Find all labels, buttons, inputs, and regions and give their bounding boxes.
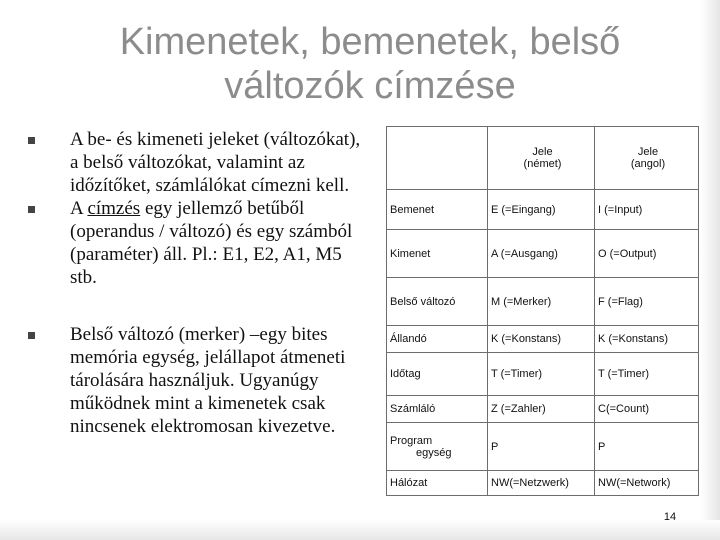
row-name-cell: Kimenet — [387, 230, 488, 278]
square-bullet-icon — [28, 137, 35, 144]
header-english-line1: Jele — [637, 146, 659, 158]
table-row — [387, 326, 699, 353]
header-cell-english — [595, 127, 699, 190]
bullet-list — [26, 128, 366, 438]
header-german-line2: (német) — [523, 158, 562, 170]
table-header-row — [387, 127, 699, 190]
row-english-cell: F (=Flag) — [595, 278, 699, 326]
row-name-cell: Bemenet — [387, 190, 488, 230]
slide-title — [40, 20, 700, 108]
signal-designation-table — [386, 126, 699, 496]
row-german-cell: P — [488, 423, 595, 471]
row-english-cell: T (=Timer) — [595, 353, 699, 396]
bullet-text-before: A — [70, 198, 88, 219]
row-name-cell: Belső változó — [387, 278, 488, 326]
row-german-cell: K (=Konstans) — [488, 326, 595, 353]
row-german-cell: Z (=Zahler) — [488, 396, 595, 423]
row-english-cell: K (=Konstans) — [595, 326, 699, 353]
row-german-cell: E (=Eingang) — [488, 190, 595, 230]
table-row — [387, 190, 699, 230]
table-row — [387, 230, 699, 278]
row-english-cell: P — [595, 423, 699, 471]
row-name-cell: Állandó — [387, 326, 488, 353]
bullet-item-addressing-required — [26, 128, 366, 197]
row-name-cell — [387, 423, 488, 471]
bullet-text: Belső változó (merker) –egy bites memória egység, jelállapot átmeneti tárolására használjuk. Ugyanúgy működnek mint a kimenetek csak nincsenek elektromosan kivezetve. — [70, 324, 346, 437]
bullet-item-addressing-format — [26, 197, 366, 289]
row-english-cell: O (=Output) — [595, 230, 699, 278]
row-name-line1: Program — [390, 434, 433, 447]
slide-edge-shadow-right — [700, 0, 720, 540]
row-german-cell: A (=Ausgang) — [488, 230, 595, 278]
square-bullet-icon — [28, 332, 35, 339]
slide-title-line1: Kimenetek, bemenetek, belső — [119, 21, 621, 63]
header-cell-german — [488, 127, 595, 190]
page-number: 14 — [663, 511, 677, 523]
table-row — [387, 471, 699, 496]
row-name-cell: Számláló — [387, 396, 488, 423]
row-english-cell: C(=Count) — [595, 396, 699, 423]
slide-title-line2: változók címzése — [224, 65, 516, 107]
row-name-cell: Időtag — [387, 353, 488, 396]
row-english-cell: NW(=Network) — [595, 471, 699, 496]
header-cell-empty — [387, 127, 488, 190]
row-english-cell: I (=Input) — [595, 190, 699, 230]
slide-edge-shadow-bottom — [0, 520, 720, 540]
square-bullet-icon — [28, 206, 35, 213]
bullet-text-after: egy jellemző betűből (operandus / változó) és egy számból (paraméter) áll. Pl.: E1, E2, A1, M5 stb. — [70, 198, 353, 288]
table-row — [387, 396, 699, 423]
header-german-line1: Jele — [532, 146, 553, 158]
table-row — [387, 278, 699, 326]
row-german-cell: M (=Merker) — [488, 278, 595, 326]
row-name-cell: Hálózat — [387, 471, 488, 496]
bullet-text-underlined: címzés — [87, 198, 141, 219]
row-name-line2: egység — [416, 446, 452, 459]
table-row — [387, 353, 699, 396]
row-german-cell: T (=Timer) — [488, 353, 595, 396]
table-row — [387, 423, 699, 471]
bullet-text: A be- és kimeneti jeleket (változókat), a belső változókat, valamint az időzítőket, számlálókat címezni kell. — [70, 129, 361, 196]
row-german-cell: NW(=Netzwerk) — [488, 471, 595, 496]
bullet-item-internal-variable — [26, 323, 366, 438]
header-english-line2: (angol) — [630, 158, 666, 170]
